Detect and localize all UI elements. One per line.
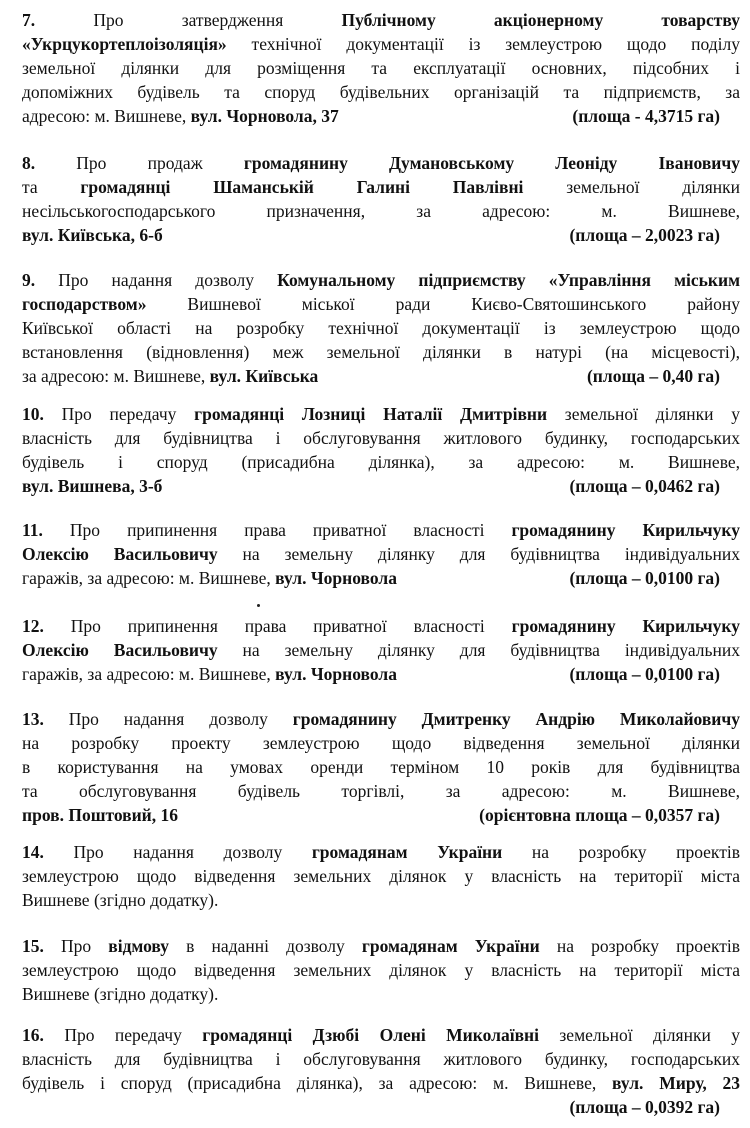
text-line <box>22 864 740 888</box>
plain-text: Про передачу <box>64 1025 203 1045</box>
item-number: 7. <box>22 10 94 30</box>
text-line <box>22 542 740 566</box>
plain-text: Київської області на розробку технічної документації із землеустрою щодо <box>22 318 740 338</box>
bold-text: вул. Чорновола, 37 <box>190 106 339 126</box>
resolution-item <box>22 707 740 827</box>
plain-text: Вишневе (згідно додатку). <box>22 890 219 910</box>
resolution-item <box>22 934 740 1006</box>
bold-text: вул. Київська, 6-б <box>22 225 163 245</box>
text-line <box>22 56 740 80</box>
plain-text: на розробку проектів <box>539 936 740 956</box>
bold-text: «Укрцукортеплоізоляція» <box>22 34 227 54</box>
plain-text: земельної ділянки <box>523 177 740 197</box>
plain-text: будівель і споруд (присадибна ділянка), за адресою: м. Вишневе, <box>22 1073 613 1093</box>
plain-text: земельної ділянки для розміщення та експлуатації основних, підсобних і <box>22 58 740 78</box>
plain-text: Про надання дозволу <box>58 270 278 290</box>
plain-text: власність для будівництва і обслуговування житлового будинку, господарських <box>22 1049 740 1069</box>
text-line <box>22 958 740 982</box>
plain-text: адресою: м. Вишневе, <box>22 106 191 126</box>
plain-text: землеустрою щодо відведення земельних ділянок у власність на території міста <box>22 960 740 980</box>
text-line <box>22 707 740 731</box>
text-line <box>22 1095 740 1119</box>
plain-text: Про припинення права приватної власності <box>70 616 512 636</box>
plain-text: гаражів, за адресою: м. Вишневе, <box>22 568 276 588</box>
plain-text: за адресою: м. Вишневе, <box>22 366 210 386</box>
plain-text: власність для будівництва і обслуговування житлового будинку, господарських <box>22 428 740 448</box>
text-line <box>22 638 740 662</box>
text-line <box>22 292 740 316</box>
text-line <box>22 175 740 199</box>
plain-text: допоміжних будівель та споруд будівельних організацій та підприємств, за <box>22 82 740 102</box>
item-number: 16. <box>22 1025 65 1045</box>
area-value: (площа – 0,0100 га) <box>569 664 720 684</box>
text-line <box>22 364 740 388</box>
bold-text: Олексію Васильовичу <box>22 544 218 564</box>
text-line <box>22 316 740 340</box>
scan-speck <box>257 604 260 607</box>
plain-text: Вишневої міської ради Києво-Святошинського району <box>146 294 740 314</box>
text-line <box>22 803 740 827</box>
resolution-item <box>22 8 740 128</box>
text-line <box>22 223 740 247</box>
text-line <box>22 982 740 1006</box>
text-line <box>22 474 740 498</box>
area-value: (площа - 4,3715 га) <box>572 106 720 126</box>
plain-text: Про <box>61 936 109 956</box>
item-number: 14. <box>22 842 74 862</box>
resolution-item <box>22 268 740 388</box>
bold-text: громадянці Лозниці Наталії Дмитрівни <box>194 404 548 424</box>
resolution-item <box>22 402 740 498</box>
bold-text: Комунальному підприємству «Управління міським <box>277 270 741 290</box>
text-line <box>22 104 740 128</box>
plain-text: Про припинення права приватної власності <box>69 520 512 540</box>
bold-text: вул. Київська <box>209 366 319 386</box>
text-line <box>22 32 740 56</box>
text-line <box>22 402 740 426</box>
area-value: (площа – 0,0392 га) <box>569 1097 720 1117</box>
resolution-item <box>22 840 740 912</box>
item-number: 11. <box>22 520 70 540</box>
text-line <box>22 662 740 686</box>
text-line <box>22 426 740 450</box>
item-number: 10. <box>22 404 62 424</box>
bold-text: відмову <box>108 936 170 956</box>
text-line <box>22 199 740 223</box>
resolution-item <box>22 518 740 590</box>
bold-text: громадянину Кирильчуку <box>511 616 741 636</box>
bold-text: Публічному акціонерному товарству <box>341 10 740 30</box>
text-line <box>22 755 740 779</box>
text-line <box>22 614 740 638</box>
plain-text: на розробку проекту землеустрою щодо відведення земельної ділянки <box>22 733 740 753</box>
item-number: 13. <box>22 709 69 729</box>
bold-text: громадянину Кирильчуку <box>511 520 740 540</box>
bold-text: вул. Миру, 23 <box>612 1073 741 1093</box>
text-line <box>22 779 740 803</box>
item-number: 15. <box>22 936 61 956</box>
text-line <box>22 934 740 958</box>
plain-text: в користування на умовах оренди терміном 10 років для будівництва <box>22 757 740 777</box>
area-value: (площа – 0,0462 га) <box>569 476 720 496</box>
text-line <box>22 80 740 104</box>
text-line <box>22 840 740 864</box>
resolution-item <box>22 151 740 247</box>
text-line <box>22 518 740 542</box>
bold-text: громадянину Думановському Леоніду Івановичу <box>243 153 741 173</box>
text-line <box>22 1047 740 1071</box>
text-line <box>22 731 740 755</box>
bold-text: Олексію Васильовичу <box>22 640 218 660</box>
plain-text: гаражів, за адресою: м. Вишневе, <box>22 664 276 684</box>
text-line <box>22 8 740 32</box>
plain-text: на розробку проектів <box>502 842 740 862</box>
text-line <box>22 1071 740 1095</box>
text-line <box>22 268 740 292</box>
bold-text: господарством» <box>22 294 147 314</box>
plain-text: будівель і споруд (присадибна ділянка), за адресою: м. Вишневе, <box>22 452 740 472</box>
bold-text: вул. Чорновола <box>275 568 397 588</box>
plain-text: в наданні дозволу <box>169 936 362 956</box>
plain-text: несільськогосподарського призначення, за адресою: м. Вишневе, <box>22 201 740 221</box>
text-line <box>22 566 740 590</box>
plain-text: Про продаж <box>76 153 244 173</box>
resolution-item <box>22 614 740 686</box>
text-line <box>22 888 740 912</box>
bold-text: громадянці Шаманській Галині Павлівні <box>80 177 524 197</box>
text-line <box>22 151 740 175</box>
bold-text: громадянці Дзюбі Олені Миколаївні <box>202 1025 539 1045</box>
plain-text: Про надання дозволу <box>73 842 312 862</box>
area-value: (площа – 0,40 га) <box>586 366 720 386</box>
bold-text: вул. Вишнева, 3-б <box>22 476 163 496</box>
area-value: (площа – 2,0023 га) <box>569 225 720 245</box>
item-number: 8. <box>22 153 77 173</box>
plain-text: землеустрою щодо відведення земельних ділянок у власність на території міста <box>22 866 740 886</box>
resolution-item <box>22 1023 740 1119</box>
bold-text: громадянам України <box>361 936 540 956</box>
plain-text: Про передачу <box>61 404 195 424</box>
bold-text: пров. Поштовий, 16 <box>22 805 179 825</box>
plain-text: Про надання дозволу <box>68 709 293 729</box>
bold-text: вул. Чорновола <box>275 664 397 684</box>
plain-text: земельної ділянки у <box>538 1025 740 1045</box>
plain-text: на земельну ділянку для будівництва індивідуальних <box>217 640 740 660</box>
item-number: 9. <box>22 270 59 290</box>
plain-text: Вишневе (згідно додатку). <box>22 984 219 1004</box>
text-line <box>22 340 740 364</box>
plain-text: Про затвердження <box>93 10 342 30</box>
plain-text: встановлення (відновлення) меж земельної ділянки в натурі (на місцевості), <box>22 342 740 362</box>
bold-text: громадянам України <box>311 842 503 862</box>
plain-text: та <box>22 177 81 197</box>
text-line <box>22 450 740 474</box>
bold-text: громадянину Дмитренку Андрію Миколайовичу <box>292 709 741 729</box>
plain-text: технічної документації із землеустрою щодо поділу <box>226 34 740 54</box>
plain-text: та обслуговування будівель торгівлі, за адресою: м. Вишневе, <box>22 781 740 801</box>
area-value: (орієнтовна площа – 0,0357 га) <box>479 805 720 825</box>
plain-text: земельної ділянки у <box>547 404 740 424</box>
area-value: (площа – 0,0100 га) <box>569 568 720 588</box>
plain-text: на земельну ділянку для будівництва індивідуальних <box>217 544 740 564</box>
text-line <box>22 1023 740 1047</box>
item-number: 12. <box>22 616 71 636</box>
